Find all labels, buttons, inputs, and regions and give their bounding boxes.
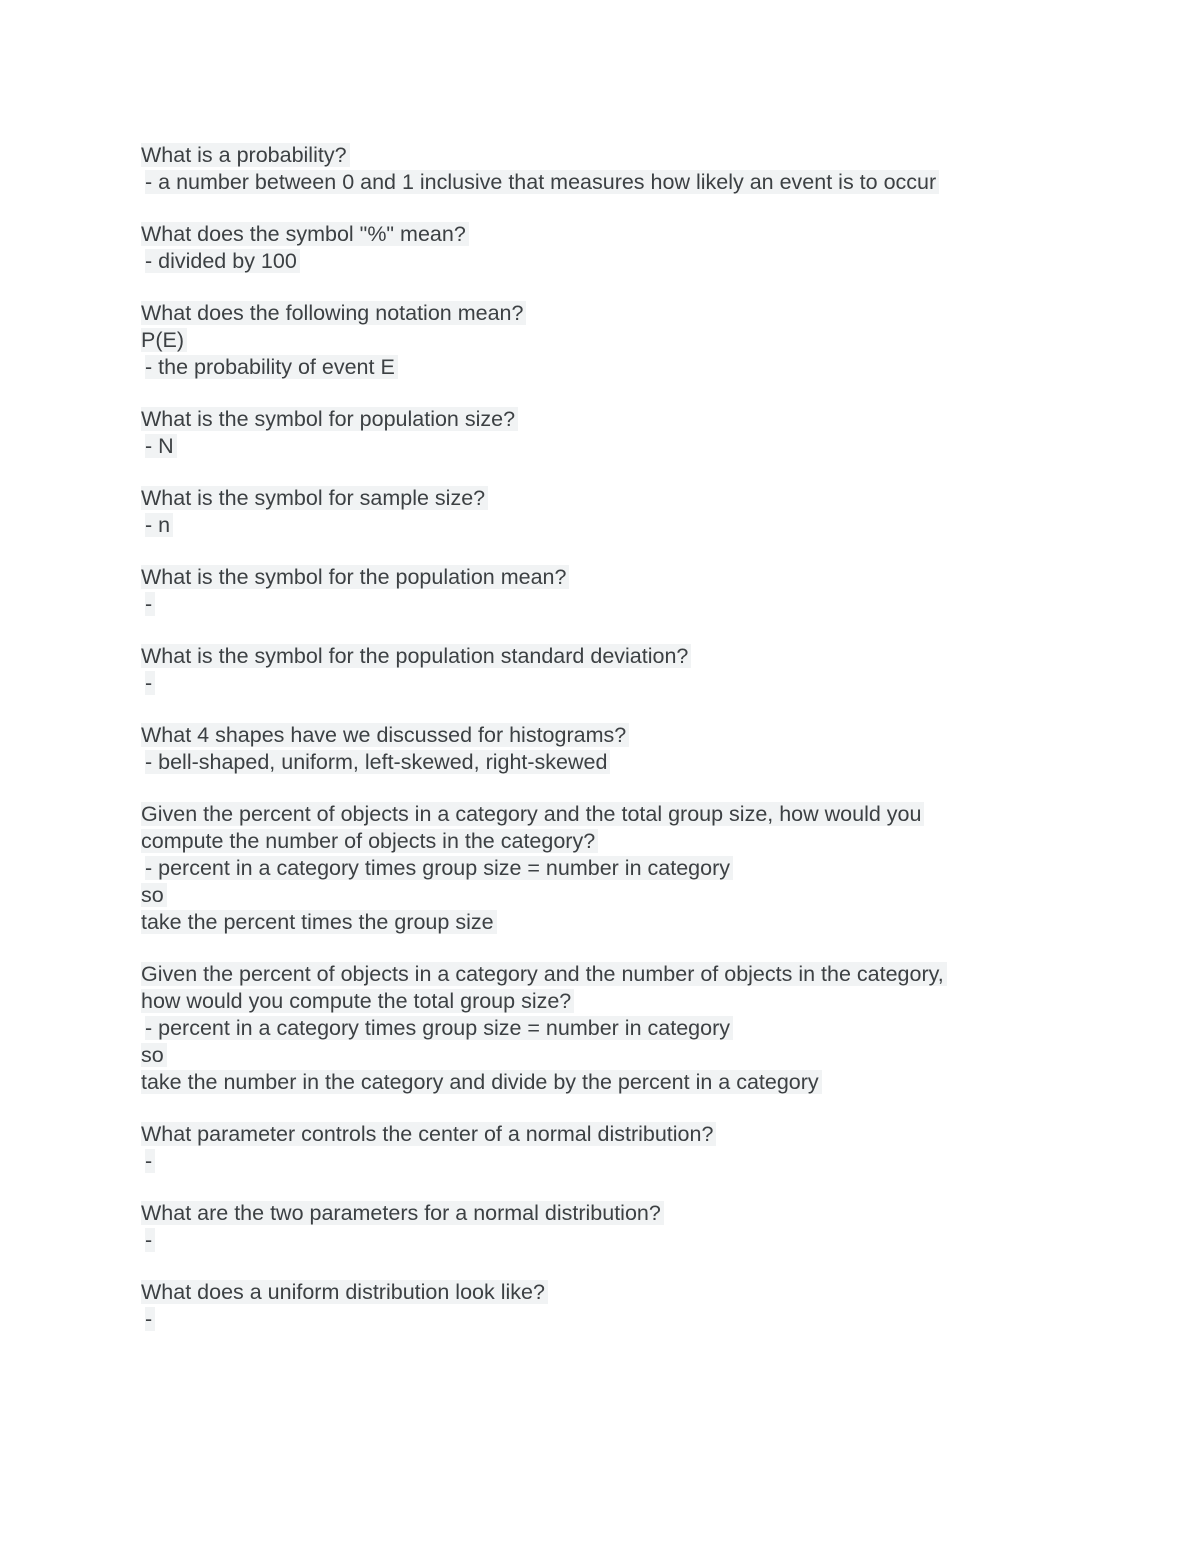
qa-item: [141, 1279, 1041, 1333]
answer-text: - n: [145, 513, 173, 537]
question-text: What is the symbol for the population mean?: [141, 565, 569, 589]
answer-text: - bell-shaped, uniform, left-skewed, right-skewed: [145, 750, 610, 774]
qa-item: [141, 406, 1041, 460]
answer-text: - percent in a category times group size = number in category: [145, 856, 733, 880]
qa-item: [141, 801, 1041, 936]
question-text: What is the symbol for the population standard deviation?: [141, 644, 691, 668]
answer-text: - N: [145, 434, 177, 458]
qa-item: [141, 961, 1041, 1096]
question-text: What is the symbol for population size?: [141, 407, 518, 431]
qa-item: [141, 1121, 1041, 1175]
answer-text: -: [145, 1307, 155, 1331]
qa-item: [141, 300, 1041, 381]
qa-item: [141, 564, 1041, 618]
answer-text: -: [145, 1149, 155, 1173]
question-text: Given the percent of objects in a category and the number of objects in the category,: [141, 962, 947, 986]
answer-text: so: [141, 1043, 167, 1067]
answer-text: -: [145, 671, 155, 695]
answer-text: - a number between 0 and 1 inclusive that measures how likely an event is to occur: [145, 170, 939, 194]
question-text: compute the number of objects in the category?: [141, 829, 598, 853]
question-text: how would you compute the total group size?: [141, 989, 574, 1013]
question-text: P(E): [141, 328, 187, 352]
qa-item: [141, 722, 1041, 776]
answer-text: - percent in a category times group size = number in category: [145, 1016, 733, 1040]
question-text: What parameter controls the center of a normal distribution?: [141, 1122, 716, 1146]
answer-text: - the probability of event E: [145, 355, 398, 379]
answer-text: -: [145, 592, 155, 616]
qa-item: [141, 643, 1041, 697]
question-text: What does the symbol "%" mean?: [141, 222, 469, 246]
question-text: What are the two parameters for a normal distribution?: [141, 1201, 664, 1225]
question-text: What is a probability?: [141, 143, 350, 167]
question-text: Given the percent of objects in a category and the total group size, how would you: [141, 802, 924, 826]
qa-item: [141, 1200, 1041, 1254]
question-text: What does the following notation mean?: [141, 301, 526, 325]
answer-text: take the number in the category and divide by the percent in a category: [141, 1070, 822, 1094]
question-text: What does a uniform distribution look like?: [141, 1280, 548, 1304]
qa-item: [141, 485, 1041, 539]
answer-text: so: [141, 883, 167, 907]
document-page: [141, 142, 1041, 1358]
question-text: What 4 shapes have we discussed for histograms?: [141, 723, 629, 747]
qa-item: [141, 221, 1041, 275]
answer-text: - divided by 100: [145, 249, 300, 273]
answer-text: -: [145, 1228, 155, 1252]
qa-item: [141, 142, 1041, 196]
answer-text: take the percent times the group size: [141, 910, 497, 934]
question-text: What is the symbol for sample size?: [141, 486, 488, 510]
